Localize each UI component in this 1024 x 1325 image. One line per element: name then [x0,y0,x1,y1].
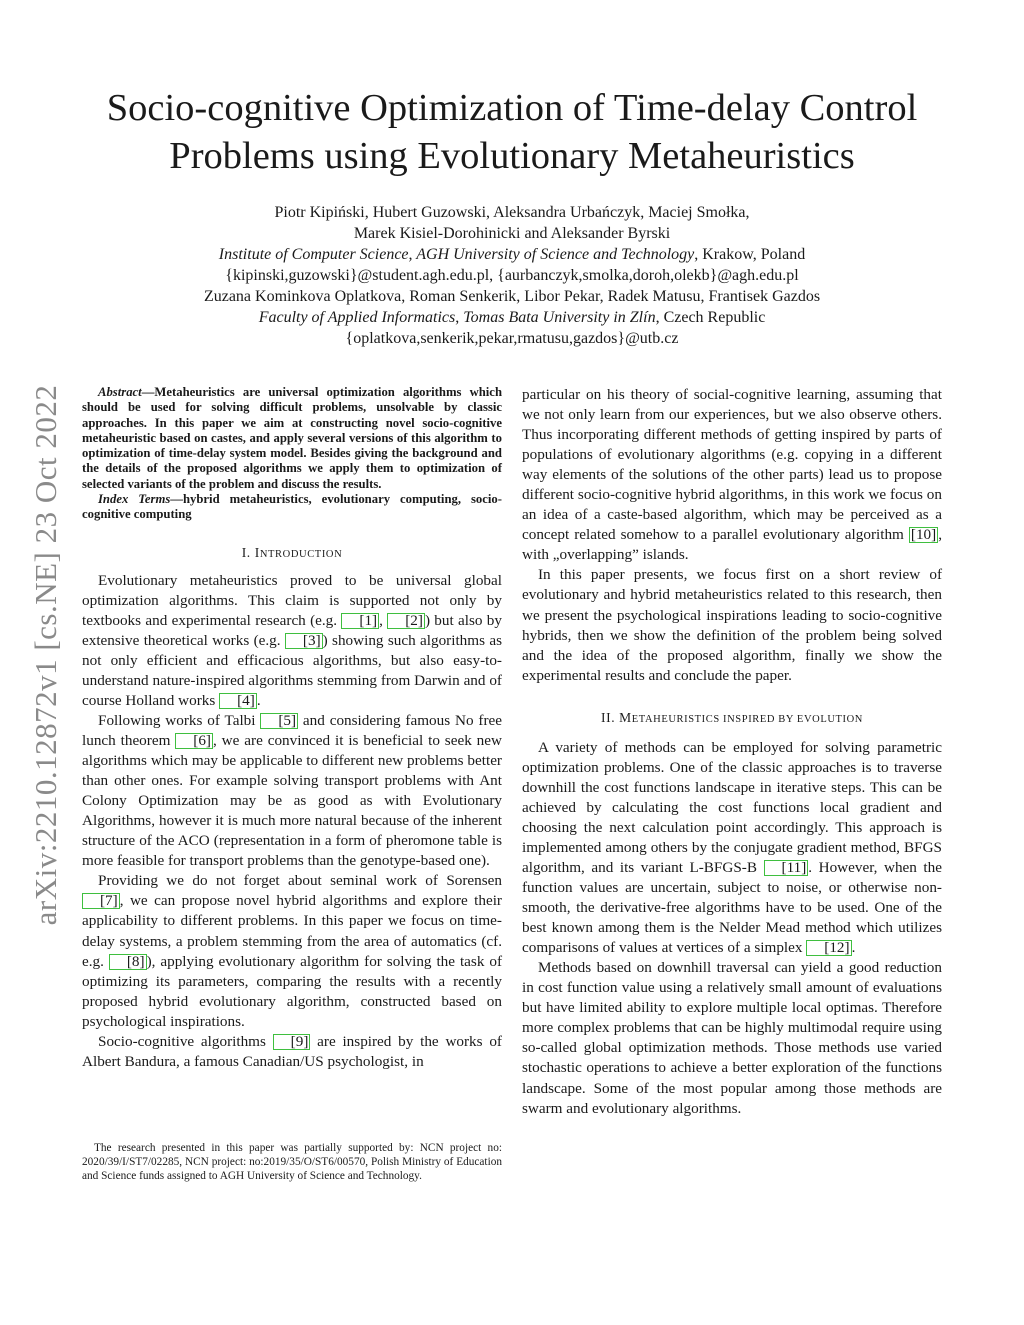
affiliation-2-sep: , [455,309,464,326]
section-initial: I [254,544,260,560]
abstract-label: Abstract [98,385,142,399]
author-block [90,202,934,349]
email-1: {kipinski,guzowski}@student.agh.edu.pl, {aurbanczyk,smolka,doroh,olekb}@agh.edu.pl [225,267,799,284]
index-terms-label: Index Terms [98,492,171,507]
paragraph: Socio-cognitive algorithms [9] are inspired by the works of Albert Bandura, a famous Canadian/US psychologist, in [82,1032,502,1070]
funding-note: The research presented in this paper was partially supported by: NCN project no: 2020/39/I/ST7/02285, NCN project: no:2019/35/O/ST6/00570, Polish Ministry of Education and Science funds assigned to AGH University of Science and Technology. [82,1142,502,1182]
citation-link[interactable]: [6] [175,733,213,749]
affiliation-1-name: Institute of Computer Science, AGH University of Science and Technology [218,246,695,263]
citation-link[interactable]: [12] [806,940,851,956]
title-line-2: Problems using Evolutionary Metaheuristics [169,135,855,177]
abstract [82,385,502,523]
section-initial: M [619,709,632,725]
author-list-1: Piotr Kipiński, Hubert Guzowski, Aleksandra Urbańczyk, Maciej Smołka, [274,204,750,221]
right-column [522,385,942,1119]
title-line-1: Socio-cognitive Optimization of Time-delay Control [106,87,918,129]
section-rest: ETAHEURISTICS INSPIRED BY EVOLUTION [631,713,863,725]
paper-title [70,84,954,180]
affiliation-1 [90,244,934,265]
paragraph: Following works of Talbi [5] and considering famous No free lunch theorem [6] , we are convinced it is beneficial to seek new algorithms which may be applicable to different new problems better than other ones. For example solving transport problems with Ant Colony Optimization may be as good as with Evolutionary Algorithms, however it is much more natural because of the inherent structure of the ACO (representation in a form of pheromone table is more feasible for transport problems than the genotype-based one). [82,712,502,870]
section-rest: NTRODUCTION [259,548,343,560]
paragraph: In this paper presents, we focus first on a short review of evolutionary and hybrid metaheuristics related to this research, then we present the psychological inspirations leading to socio-cognitive hybrids, then we show the definition of the problem being solved and the idea of the proposed algorithm, finally we show the experimental results and conclude the paper. [522,566,942,684]
section-heading-metaheuristics [522,710,942,726]
citation-link[interactable]: [11] [764,860,809,876]
citation-link[interactable]: [5] [260,713,298,729]
email-2: {oplatkova,senkerik,pekar,rmatusu,gazdos}@utb.cz [345,330,679,347]
affiliation-2-university: Tomas Bata University in Zlín [463,309,656,326]
citation-link[interactable]: [2] [387,613,425,629]
affiliation-2-faculty: Faculty of Applied Informatics [258,309,456,326]
left-column [82,385,502,1072]
section-heading-introduction [82,545,502,561]
affiliation-2-location: , Czech Republic [655,309,766,326]
affiliation-1-location: , Krakow, Poland [694,246,806,263]
citation-link[interactable]: [8] [109,954,147,970]
author-list-2: Zuzana Kominkova Oplatkova, Roman Senkerik, Libor Pekar, Radek Matusu, Frantisek Gazdos [203,288,821,305]
paragraph: Providing we do not forget about seminal work of Sorensen [7] , we can propose novel hybrid algorithms and explore their applicability to different problems. In this paper we focus on time-delay systems, a problem stemming from the area of automatics (cf. e.g. [8] ), applying evolutionary algorithm for solving the task of optimizing its parameters, comparing the results with a recently proposed hybrid evolutionary algorithm, constructed based on psychological inspirations. [82,872,502,1030]
arxiv-sidebar [28,360,64,950]
paragraph: A variety of methods can be employed for solving parametric optimization problems. One of the classic approaches is to traverse downhill the cost functions landscape in iterative steps. This can be achieved by calculating the cost functions local gradient and choosing the next calculation point accordingly. This approach is implemented among others by the conjugate gradient method, BFGS algorithm, and its variant L-BFGS-B [11] . However, when the function values are uncertain, subject to noise, or otherwise non-smooth, the derivative-free algorithms have to be used. One of the best known among them is the Nelder Mead method which utilizes comparisons of values at vertices of a simplex [12] . [522,738,942,957]
citation-link[interactable]: [9] [273,1034,311,1050]
affiliation-2 [90,307,934,328]
section-number: I. [241,544,255,560]
footnote [82,1142,502,1183]
arxiv-identifier: arXiv:2210.12872v1 [cs.NE] 23 Oct 2022 [28,384,63,926]
citation-link[interactable]: [4] [219,693,257,709]
section-number: II. [601,709,620,725]
right-body [522,385,942,686]
citation-link[interactable]: [7] [82,893,120,909]
citation-link[interactable]: [1] [341,613,379,629]
paragraph: Methods based on downhill traversal can yield a good reduction in cost function value using a relatively small amount of evaluations but have limited ability to explore multiple local optimas. Therefore more complex problems that can be highly multimodal require using so-called global optimization methods. Those methods use varied stochastic operations to achieve a better exploration of the functions landscape. Some of the most popular among those methods are swarm and evolutionary algorithms. [522,959,942,1117]
paragraph: Evolutionary metaheuristics proved to be universal global optimization algorithms. This claim is supported not only by textbooks and experimental research (e.g. [1] , [2] ) but also by extensive theoretical works (e.g. [3] ) showing such algorithms as not only efficient and efficacious algorithms, but also easy-to-understand nature-inspired algorithms stemming from Darwin and of course Holland works [4] . [82,571,502,709]
author-list-1b: Marek Kisiel-Dorohinicki and Aleksander Byrski [353,225,671,242]
introduction-body [82,571,502,1072]
citation-link[interactable]: [10] [910,526,937,544]
metaheuristics-body [522,738,942,1119]
citation-link[interactable]: [3] [285,633,323,649]
index-terms-text: —hybrid metaheuristics, evolutionary computing, socio-cognitive computing [82,492,502,522]
paragraph: particular on his theory of social-cognitive learning, assuming that we not only learn from our experiences, but we also observe others. Thus incorporating different methods of getting inspired by parts of populations of evolutionary algorithms (e.g. copying in a different way elements of the solutions of the other parts) lead us to propose different socio-cognitive hybrid algorithms, in this work we focus on an idea of a caste-based algorithm, which may be perceived as a concept related somehow to a parallel evolutionary algorithm [10] , with „overlapping” islands. [522,386,942,564]
abstract-text: —Metaheuristics are universal optimization algorithms which should be used for solving difficult problems, unsolvable by classic approaches. In this paper we aim at constructing novel socio-cognitive metaheuristic based on castes, and apply several versions of this algorithm to optimization of time-delay system model. Besides giving the background and the details of the proposed algorithms we apply them to optimization of selected variants of the problem and discuss the results. [82,385,502,491]
